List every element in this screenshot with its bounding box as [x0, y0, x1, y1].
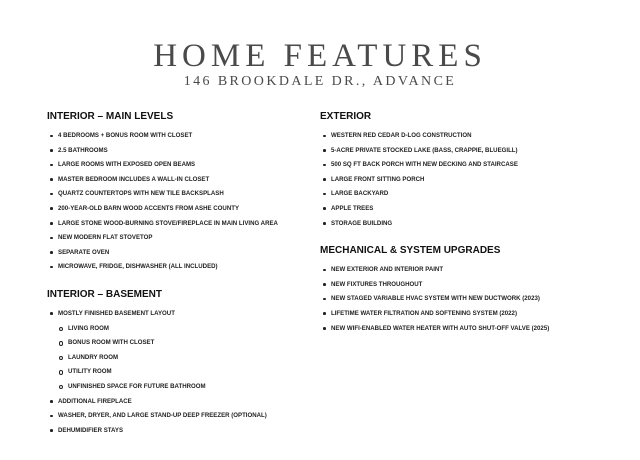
- list-item: [320, 264, 620, 279]
- list-item-text: APPLE TREES: [331, 204, 374, 212]
- list-item-text: WASHER, DRYER, AND LARGE STAND-UP DEEP FREEZER (OPTIONAL): [58, 412, 267, 420]
- sub-list-item: [47, 352, 312, 367]
- sub-list-item-text: UTILITY ROOM: [68, 368, 112, 376]
- list-item-text: LARGE STONE WOOD-BURNING STOVE/FIREPLACE IN MAIN LIVING AREA: [58, 219, 278, 227]
- hollow-bullet-icon: [59, 327, 63, 331]
- section-heading-interior-main: INTERIOR – MAIN LEVELS: [47, 111, 174, 122]
- list-item: [320, 203, 620, 218]
- sub-list-item-text: LAUNDRY ROOM: [68, 353, 119, 361]
- list-item-text: MOSTLY FINISHED BASEMENT LAYOUT: [58, 309, 175, 317]
- list-item-text: 2.5 BATHROOMS: [58, 146, 108, 154]
- list-item: [320, 174, 620, 189]
- bullet-icon: [323, 222, 326, 225]
- page-title: HOME FEATURES: [153, 38, 487, 74]
- list-item-text: NEW FIXTURES THROUGHOUT: [331, 280, 423, 288]
- list-item: [47, 232, 312, 247]
- list-item: [47, 425, 312, 440]
- bullet-icon: [323, 327, 326, 330]
- list-item-text: SEPARATE OVEN: [58, 248, 110, 256]
- hollow-bullet-icon: [59, 370, 63, 374]
- list-item-text: 500 SQ FT BACK PORCH WITH NEW DECKING AND STAIRCASE: [331, 161, 518, 169]
- bullet-icon: [50, 400, 53, 403]
- list-item: [320, 130, 620, 145]
- sub-list-item-text: UNFINISHED SPACE FOR FUTURE BATHROOM: [68, 382, 206, 390]
- list-item-text: STORAGE BUILDING: [331, 219, 393, 227]
- bullet-icon: [323, 135, 326, 138]
- list-item: [320, 308, 620, 323]
- list-item: [320, 159, 620, 174]
- list-item-text: MASTER BEDROOM INCLUDES A WALL-IN CLOSET: [58, 175, 210, 183]
- section-heading-interior-basement: INTERIOR – BASEMENT: [47, 288, 163, 300]
- list-item: [47, 261, 312, 276]
- hollow-bullet-icon: [59, 356, 63, 360]
- list-item: [320, 293, 620, 308]
- bullet-icon: [50, 193, 53, 196]
- right-column: [320, 110, 620, 337]
- bullet-icon: [323, 312, 326, 315]
- list-item: [320, 188, 620, 203]
- list-item: [47, 130, 312, 145]
- bullet-icon: [50, 164, 53, 167]
- list-item: [47, 159, 312, 174]
- list-item-text: 4 BEDROOMS + BONUS ROOM WITH CLOSET: [58, 132, 193, 139]
- sub-list-item: [47, 381, 312, 396]
- sub-list-item: [47, 337, 312, 352]
- list-item-text: LARGE BACKYARD: [331, 190, 389, 198]
- bullet-icon: [323, 283, 326, 286]
- list-item-text: ADDITIONAL FIREPLACE: [58, 397, 132, 405]
- list-item-text: NEW MODERN FLAT STOVETOP: [58, 234, 153, 242]
- bullet-icon: [323, 269, 326, 272]
- hollow-bullet-icon: [59, 341, 63, 345]
- list-item: [47, 174, 312, 189]
- list-item-text: NEW WIFI-ENABLED WATER HEATER WITH AUTO SHUT-OFF VALVE (2025): [331, 324, 550, 332]
- list-item: [320, 145, 620, 160]
- sub-list-item-text: BONUS ROOM WITH CLOSET: [68, 339, 155, 347]
- section-heading-exterior: EXTERIOR: [320, 111, 372, 122]
- page-subtitle: 146 BROOKDALE DR., ADVANCE: [183, 74, 457, 89]
- interior-basement-list: [47, 308, 312, 439]
- sub-list-item: [47, 323, 312, 338]
- bullet-icon: [323, 178, 326, 181]
- list-item-text: QUARTZ COUNTERTOPS WITH NEW TILE BACKSPLASH: [58, 190, 224, 198]
- bullet-icon: [50, 149, 53, 152]
- list-item-text: DEHUMIDIFIER STAYS: [58, 426, 124, 434]
- list-item: [47, 410, 312, 425]
- bullet-icon: [50, 266, 53, 269]
- list-item-text: 200-YEAR-OLD BARN WOOD ACCENTS FROM ASHE COUNTY: [58, 204, 240, 212]
- bullet-icon: [50, 222, 53, 225]
- exterior-list: [320, 130, 620, 232]
- list-item-text: NEW EXTERIOR AND INTERIOR PAINT: [331, 266, 444, 274]
- list-item-text: LIFETIME WATER FILTRATION AND SOFTENING SYSTEM (2022): [331, 309, 517, 317]
- bullet-icon: [50, 237, 53, 240]
- list-item: [47, 145, 312, 160]
- hollow-bullet-icon: [59, 385, 63, 389]
- list-item: [47, 203, 312, 218]
- bullet-icon: [50, 251, 53, 254]
- list-item: [47, 308, 312, 323]
- list-item: [47, 396, 312, 411]
- bullet-icon: [50, 178, 53, 181]
- list-item-text: LARGE ROOMS WITH EXPOSED OPEN BEAMS: [58, 161, 196, 169]
- list-item-text: MICROWAVE, FRIDGE, DISHWASHER (ALL INCLUDED): [58, 263, 218, 271]
- list-item-text: NEW STAGED VARIABLE HVAC SYSTEM WITH NEW DUCTWORK (2023): [331, 295, 540, 303]
- list-item-text: LARGE FRONT SITTING PORCH: [331, 175, 425, 183]
- mechanical-list: [320, 264, 620, 337]
- list-item: [320, 218, 620, 233]
- section-heading-mechanical: MECHANICAL & SYSTEM UPGRADES: [320, 245, 501, 257]
- bullet-icon: [323, 149, 326, 152]
- bullet-icon: [50, 429, 53, 432]
- bullet-icon: [323, 298, 326, 301]
- list-item: [320, 323, 620, 338]
- bullet-icon: [323, 193, 326, 196]
- bullet-icon: [50, 312, 53, 315]
- left-column: [47, 110, 312, 439]
- list-item-text: WESTERN RED CEDAR D-LOG CONSTRUCTION: [331, 132, 472, 139]
- list-item: [47, 218, 312, 233]
- sub-list-item-text: LIVING ROOM: [68, 324, 109, 332]
- bullet-icon: [50, 415, 53, 418]
- bullet-icon: [50, 135, 53, 138]
- list-item: [47, 247, 312, 262]
- list-item: [320, 279, 620, 294]
- sub-list-item: [47, 366, 312, 381]
- bullet-icon: [323, 164, 326, 167]
- interior-main-list: [47, 130, 312, 276]
- list-item: [47, 188, 312, 203]
- list-item-text: 5-ACRE PRIVATE STOCKED LAKE (BASS, CRAPPIE, BLUEGILL): [331, 146, 518, 154]
- bullet-icon: [50, 207, 53, 210]
- bullet-icon: [323, 207, 326, 210]
